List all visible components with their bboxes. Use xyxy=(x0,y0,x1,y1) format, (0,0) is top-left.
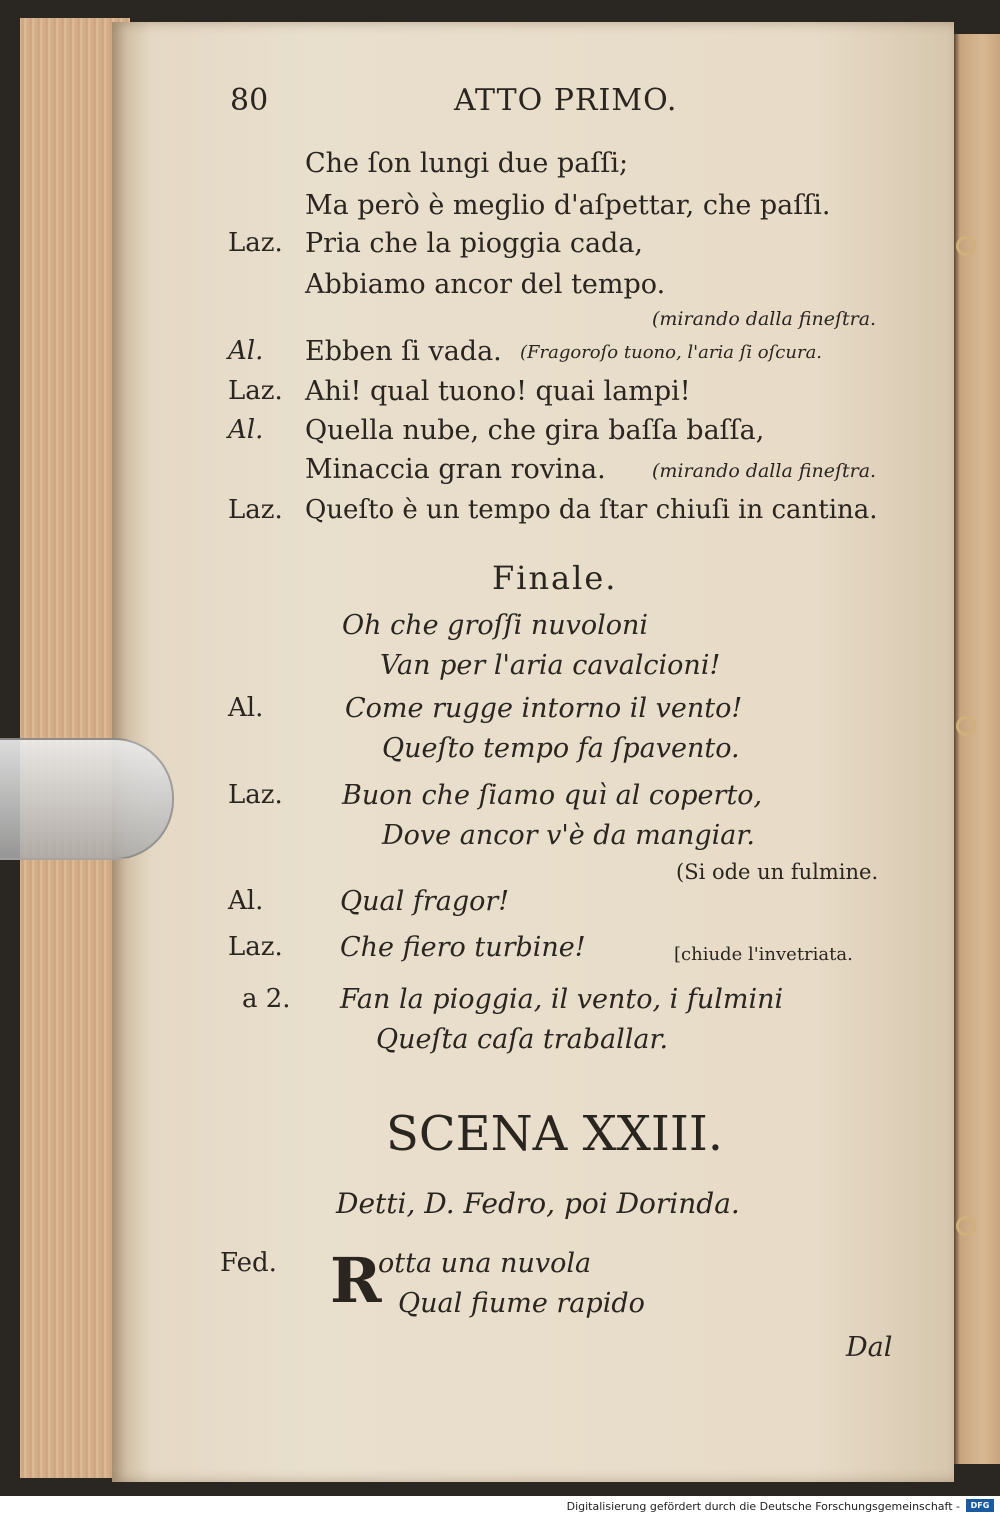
verse-line: Buon che ſiamo quì al coperto, xyxy=(342,780,763,811)
verse-line: Qual fiume rapido xyxy=(398,1288,645,1319)
stage-direction: (Si ode un fulmine. xyxy=(676,860,879,884)
stage-direction: (mirando dalla fineſtra. xyxy=(652,308,877,330)
running-title: ATTO PRIMO. xyxy=(454,83,678,118)
finale-heading: Finale. xyxy=(492,559,618,597)
speaker-label: a 2. xyxy=(242,984,291,1014)
speaker-label: Laz. xyxy=(228,932,283,962)
verse-line: Queſto tempo fa ſpavento. xyxy=(382,733,740,764)
drop-cap: R xyxy=(330,1244,382,1317)
footer-credit: Digitalisierung gefördert durch die Deutsche Forschungsgemeinschaft - xyxy=(566,1500,960,1513)
scene-heading: SCENA XXIII. xyxy=(386,1106,724,1162)
verse-line: Queſto è un tempo da ſtar chiuſi in cantina. xyxy=(305,495,878,525)
stage-direction: (mirando dalla fineſtra. xyxy=(652,460,877,482)
binding-thread xyxy=(956,1216,976,1236)
verse-line: Che fiero turbine! xyxy=(340,932,586,963)
speaker-label: Al. xyxy=(228,886,264,916)
verse-line: Ma però è meglio d'aſpettar, che paſſi. xyxy=(305,190,831,221)
verse-line: Ahi! qual tuono! quai lampi! xyxy=(305,376,691,407)
page-number: 80 xyxy=(230,83,269,118)
verse-line: Queſta caſa traballar. xyxy=(376,1024,669,1055)
footer-bar xyxy=(0,1496,1000,1516)
verse-line: Come rugge intorno il vento! xyxy=(345,693,743,724)
speaker-label: Laz. xyxy=(228,228,283,258)
verse-line: Qual fragor! xyxy=(340,886,510,917)
verse-line: Ebben ſi vada. xyxy=(305,336,502,367)
speaker-label: Laz. xyxy=(228,495,283,525)
scene-characters: Detti, D. Fedro, poi Dorinda. xyxy=(336,1187,740,1220)
verse-line: Quella nube, che gira baſſa baſſa, xyxy=(305,415,765,446)
verse-line: Fan la pioggia, il vento, i fulmini xyxy=(340,984,784,1015)
verse-line: otta una nuvola xyxy=(378,1248,592,1279)
speaker-label: Laz. xyxy=(228,780,283,810)
verse-line: Van per l'aria cavalcioni! xyxy=(380,650,721,681)
speaker-label: Fed. xyxy=(220,1248,277,1278)
speaker-label: Al. xyxy=(228,336,264,366)
speaker-label: Al. xyxy=(228,693,264,723)
verse-line: Che ſon lungi due paſſi; xyxy=(305,148,629,179)
page-clip xyxy=(0,738,174,860)
verse-line: Pria che la pioggia cada, xyxy=(305,228,644,259)
speaker-label: Al. xyxy=(228,415,264,445)
binding-thread xyxy=(956,236,976,256)
stage-direction: (Fragoroſo tuono, l'aria ſi oſcura. xyxy=(520,342,823,363)
verse-line: Oh che groſſi nuvoloni xyxy=(342,610,649,641)
catchword: Dal xyxy=(846,1332,893,1363)
verse-line: Dove ancor v'è da mangiar. xyxy=(382,820,755,851)
dfg-logo: DFG xyxy=(966,1499,994,1512)
stage-direction: [chiude l'invetriata. xyxy=(674,944,853,965)
binding-thread xyxy=(956,716,976,736)
speaker-label: Laz. xyxy=(228,376,283,406)
verse-line: Minaccia gran rovina. xyxy=(305,454,606,485)
verse-line: Abbiamo ancor del tempo. xyxy=(305,269,666,300)
